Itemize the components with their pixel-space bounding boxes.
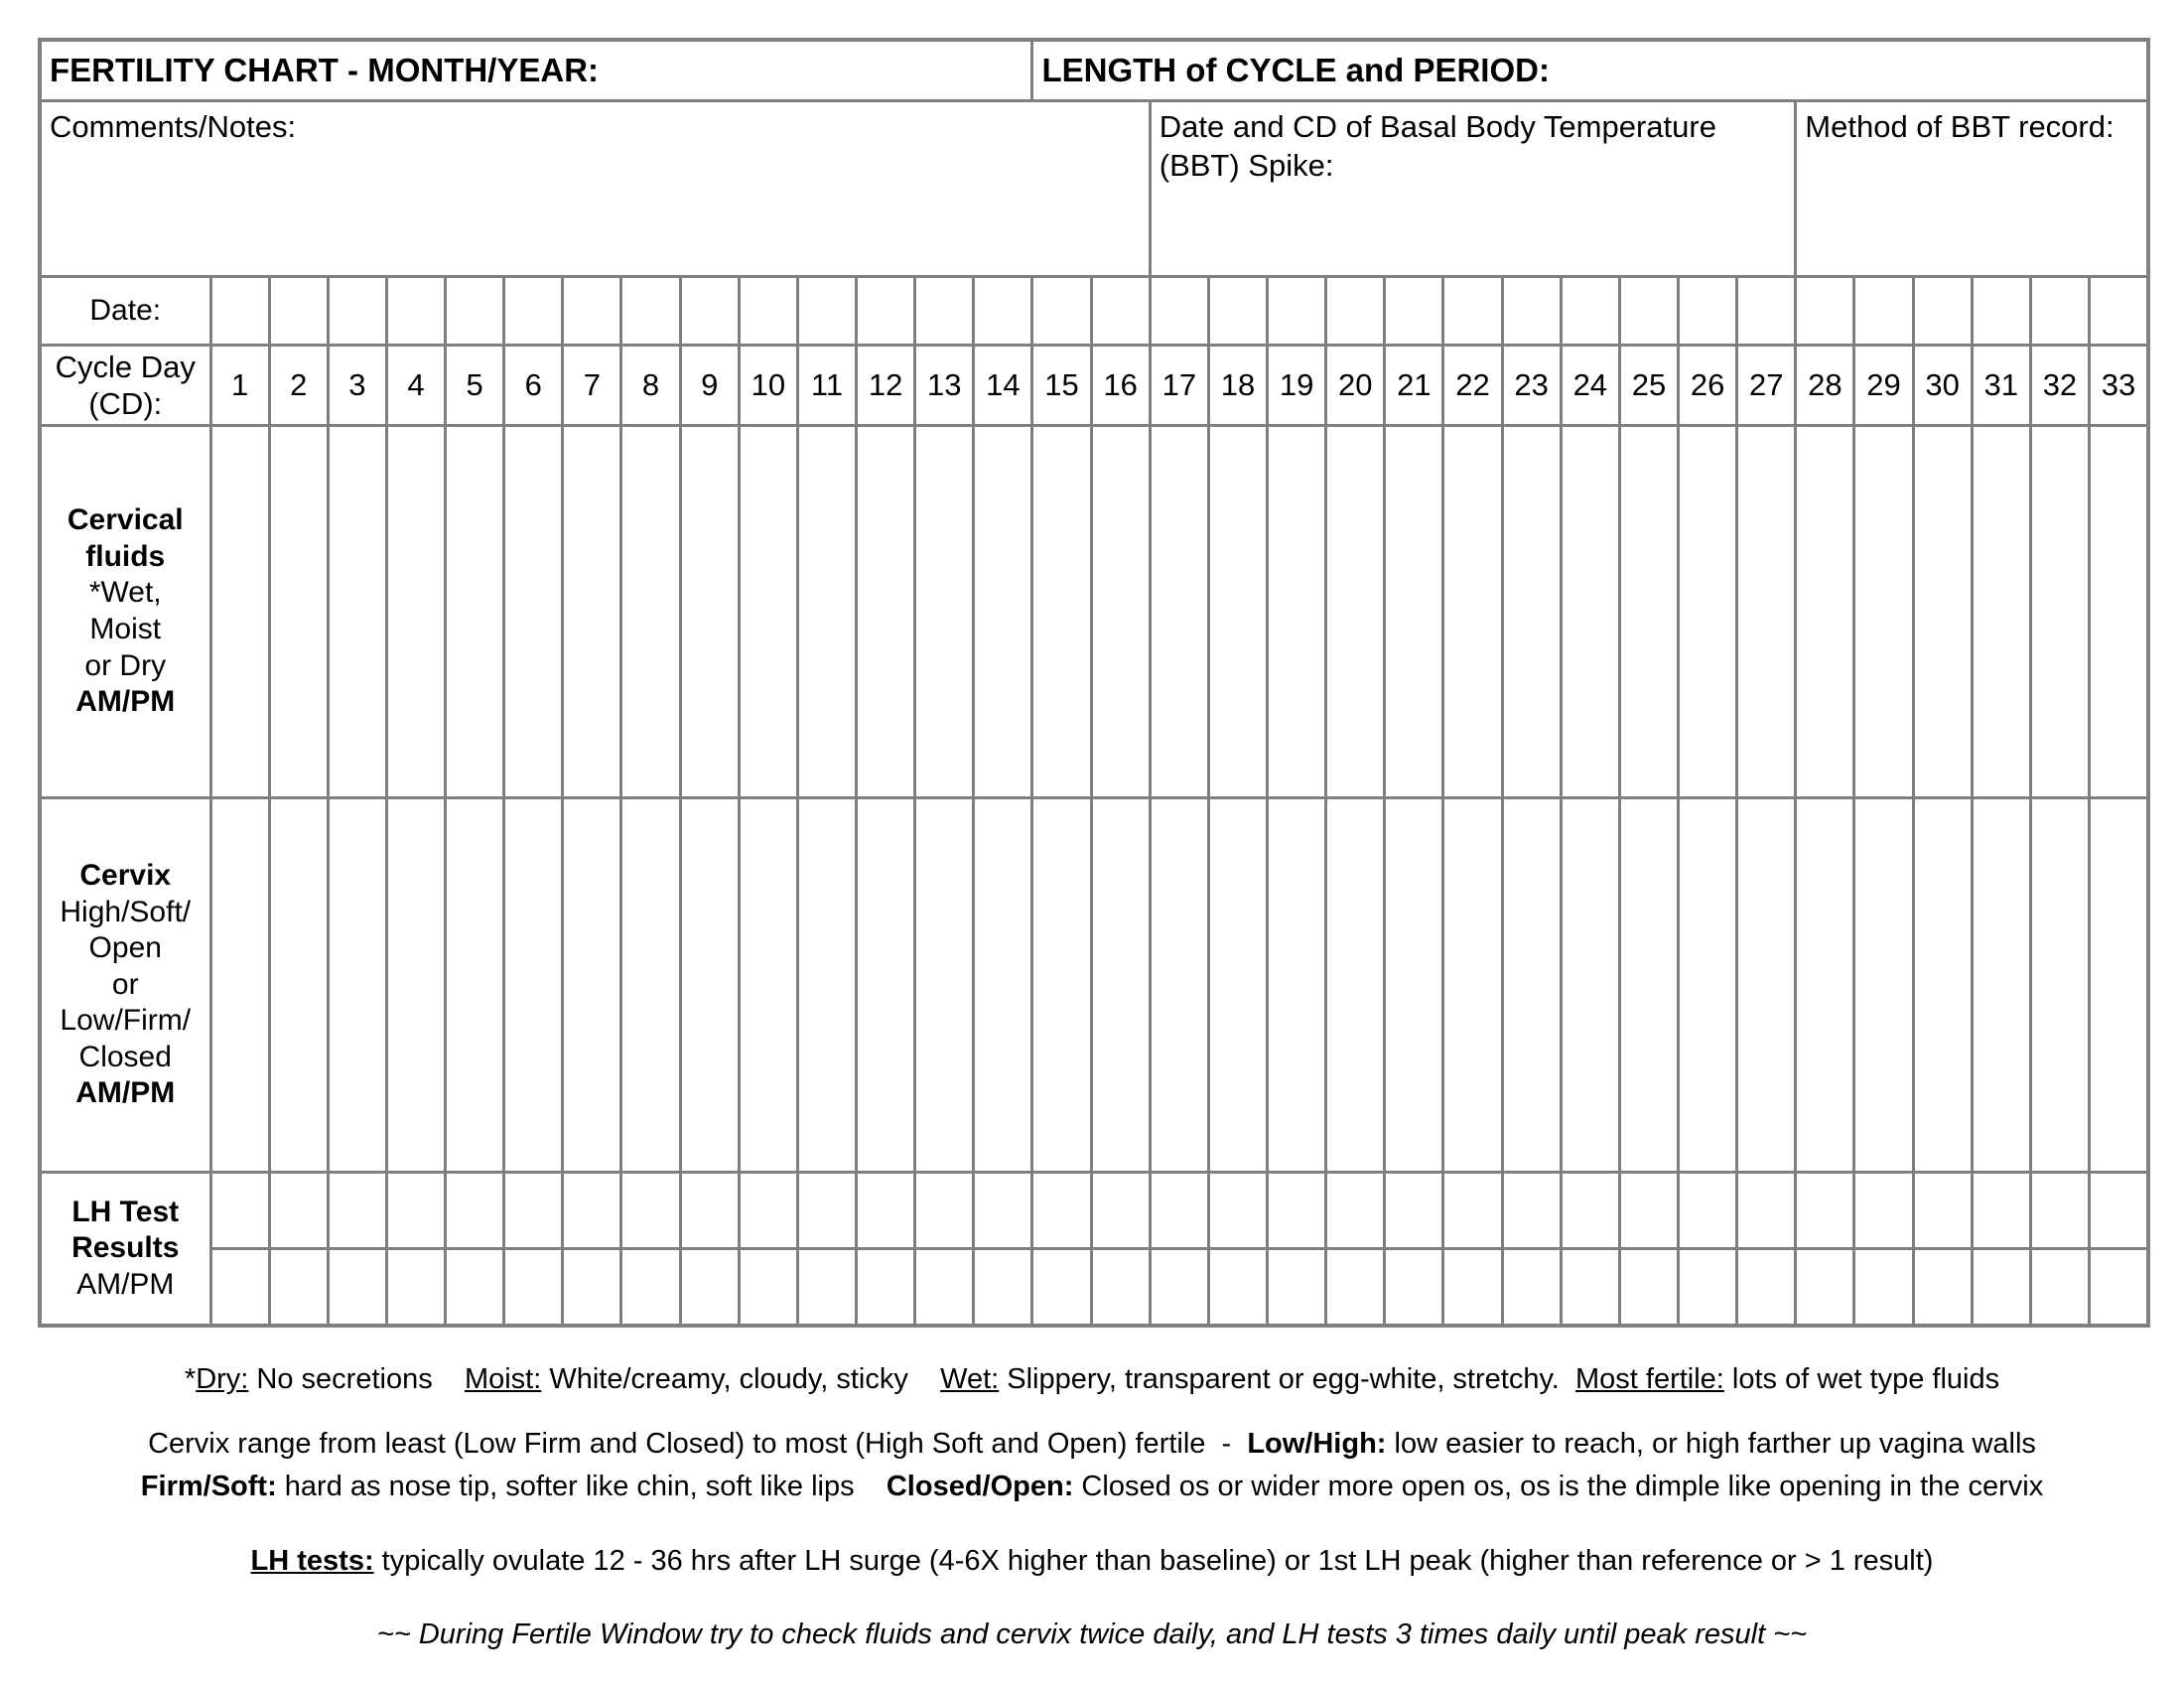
cervical-fluid-cell xyxy=(1208,426,1267,798)
cervix-cell xyxy=(1326,798,1385,1173)
cervical-fluid-cell xyxy=(621,426,680,798)
date-cell xyxy=(680,277,739,346)
lh-pm-cell xyxy=(504,1249,563,1327)
date-cell xyxy=(269,277,328,346)
cervical-fluid-cell xyxy=(1032,426,1091,798)
cervical-fluid-cell xyxy=(1443,426,1502,798)
legend-notes xyxy=(0,1335,2184,1654)
lh-pm-cell xyxy=(1443,1249,1502,1327)
date-cell xyxy=(621,277,680,346)
lh-pm-cell xyxy=(797,1249,856,1327)
cycle-day-number: 21 xyxy=(1385,346,1443,426)
lh-pm-cell xyxy=(1854,1249,1913,1327)
cycle-day-number: 29 xyxy=(1854,346,1913,426)
note-text: low easier to reach, or high farther up vagina walls xyxy=(1386,1428,2036,1461)
lh-am-cell xyxy=(1208,1173,1267,1249)
cervix-cell xyxy=(2090,798,2149,1173)
lh-am-cell xyxy=(1913,1173,1972,1249)
cervical-fluid-cell xyxy=(1502,426,1561,798)
cervix-cell xyxy=(1208,798,1267,1173)
label-line: Cervical xyxy=(67,503,184,537)
legend-term: Moist: xyxy=(464,1363,542,1395)
lh-pm-cell xyxy=(1208,1249,1267,1327)
cervical-fluid-cell xyxy=(1385,426,1443,798)
lh-am-cell xyxy=(386,1173,445,1249)
label-line: or Dry xyxy=(84,648,167,682)
lh-pm-cell xyxy=(974,1249,1032,1327)
lh-am-cell xyxy=(1737,1173,1796,1249)
lh-am-cell xyxy=(1032,1173,1091,1249)
cervical-fluid-cell xyxy=(797,426,856,798)
cervical-fluid-cell xyxy=(1854,426,1913,798)
lh-pm-cell xyxy=(1091,1249,1150,1327)
cervix-cell xyxy=(1913,798,1972,1173)
date-cell xyxy=(1854,277,1913,346)
cervical-fluid-cell xyxy=(2090,426,2149,798)
lh-am-cell xyxy=(1796,1173,1854,1249)
lh-am-cell xyxy=(504,1173,563,1249)
lh-am-cell xyxy=(680,1173,739,1249)
cervical-fluid-cell xyxy=(1619,426,1678,798)
legend-text: lots of wet type fluids xyxy=(1723,1363,2000,1395)
cervical-fluid-cell xyxy=(446,426,504,798)
label-line: fluids xyxy=(85,539,166,573)
cervix-cell xyxy=(504,798,563,1173)
cervical-fluid-cell xyxy=(915,426,974,798)
cervical-fluids-row-label xyxy=(40,426,210,798)
legend-text: * xyxy=(184,1363,197,1395)
lh-test-am-row xyxy=(40,1173,2148,1249)
date-cell xyxy=(1032,277,1091,346)
date-cell xyxy=(1619,277,1678,346)
cycle-day-number: 28 xyxy=(1796,346,1854,426)
lh-am-cell xyxy=(1679,1173,1737,1249)
label-line: Moist xyxy=(89,613,162,645)
cervical-fluid-cell xyxy=(504,426,563,798)
date-cell xyxy=(1502,277,1561,346)
cycle-day-number: 33 xyxy=(2090,346,2149,426)
cycle-day-number: 18 xyxy=(1208,346,1267,426)
cervical-fluid-cell xyxy=(1737,426,1796,798)
date-cell xyxy=(1208,277,1267,346)
info-row xyxy=(40,101,2148,277)
cervix-cell xyxy=(915,798,974,1173)
cycle-day-number: 9 xyxy=(680,346,739,426)
cycle-day-number: 19 xyxy=(1268,346,1326,426)
date-cell xyxy=(563,277,621,346)
cervix-cell xyxy=(1385,798,1443,1173)
date-cell xyxy=(797,277,856,346)
note-text: Closed os or wider more open os, os is the dimple like opening in the cervix xyxy=(1073,1471,2044,1503)
lh-am-cell xyxy=(1619,1173,1678,1249)
cervix-cell xyxy=(1737,798,1796,1173)
fertility-chart-table xyxy=(38,38,2150,1328)
cycle-day-number: 13 xyxy=(915,346,974,426)
cycle-day-number: 17 xyxy=(1150,346,1208,426)
cervical-fluids-row xyxy=(40,426,2148,798)
bbt-spike-field xyxy=(1150,101,1796,277)
cervix-cell xyxy=(1561,798,1619,1173)
cervix-cell xyxy=(680,798,739,1173)
cervical-fluid-cell xyxy=(1268,426,1326,798)
date-cell xyxy=(1385,277,1443,346)
cycle-day-number: 12 xyxy=(857,346,915,426)
lh-pm-cell xyxy=(915,1249,974,1327)
cycle-day-number: 2 xyxy=(269,346,328,426)
legend-term: Wet: xyxy=(940,1363,1000,1395)
cervix-cell xyxy=(1268,798,1326,1173)
cycle-day-number: 24 xyxy=(1561,346,1619,426)
cervix-cell xyxy=(621,798,680,1173)
legend-term: Most fertile: xyxy=(1574,1363,1724,1395)
lh-pm-cell xyxy=(1913,1249,1972,1327)
cervical-fluid-cell xyxy=(563,426,621,798)
date-cell xyxy=(1737,277,1796,346)
cervix-row xyxy=(40,798,2148,1173)
cycle-day-number: 4 xyxy=(386,346,445,426)
date-cell xyxy=(1796,277,1854,346)
cervix-row-label xyxy=(40,798,210,1173)
lh-am-cell xyxy=(1385,1173,1443,1249)
label-line: AM/PM xyxy=(76,1267,175,1301)
label-line: Open xyxy=(88,931,162,965)
lh-pm-cell xyxy=(680,1249,739,1327)
lh-pm-cell xyxy=(1561,1249,1619,1327)
cycle-day-number: 15 xyxy=(1032,346,1091,426)
cervical-fluid-cell xyxy=(739,426,797,798)
lh-am-cell xyxy=(1854,1173,1913,1249)
cervix-cell xyxy=(1796,798,1854,1173)
lh-am-cell xyxy=(563,1173,621,1249)
cycle-day-row xyxy=(40,346,2148,426)
lh-pm-cell xyxy=(1737,1249,1796,1327)
date-cell xyxy=(1972,277,2030,346)
cervix-cell xyxy=(1443,798,1502,1173)
cycle-day-number: 30 xyxy=(1913,346,1972,426)
chart-title: FERTILITY CHART - MONTH/YEAR: xyxy=(40,40,1032,101)
cycle-day-number: 8 xyxy=(621,346,680,426)
cervix-cell xyxy=(1091,798,1150,1173)
date-row-label: Date: xyxy=(40,277,210,346)
cervix-cell xyxy=(1619,798,1678,1173)
date-cell xyxy=(1443,277,1502,346)
fluids-legend-line xyxy=(0,1360,2184,1399)
label-line: Low/Firm/ xyxy=(60,1004,192,1038)
legend-term: Dry: xyxy=(196,1363,249,1395)
cervical-fluid-cell xyxy=(1796,426,1854,798)
lh-am-cell xyxy=(1268,1173,1326,1249)
label-line: or xyxy=(111,967,139,1001)
note-text: typically ovulate 12 - 36 hrs after LH surge (4-6X higher than baseline) or 1st LH peak (higher than reference or > 1 result) xyxy=(373,1545,1934,1578)
lh-pm-cell xyxy=(1796,1249,1854,1327)
lh-am-cell xyxy=(1091,1173,1150,1249)
date-row xyxy=(40,277,2148,346)
lh-pm-cell xyxy=(446,1249,504,1327)
cervix-cell xyxy=(1854,798,1913,1173)
comments-notes-field xyxy=(40,101,1150,277)
cycle-day-number: 6 xyxy=(504,346,563,426)
label-line: AM/PM xyxy=(75,685,176,719)
date-cell xyxy=(1326,277,1385,346)
lh-pm-cell xyxy=(210,1249,269,1327)
date-cell xyxy=(1150,277,1208,346)
label-line: AM/PM xyxy=(75,1076,176,1110)
cervix-cell xyxy=(328,798,386,1173)
label-line: *Wet, xyxy=(88,576,162,610)
cervical-fluid-cell xyxy=(386,426,445,798)
cervix-cell xyxy=(857,798,915,1173)
lh-test-row-label xyxy=(40,1173,210,1327)
cervix-cell xyxy=(1502,798,1561,1173)
legend-text: White/creamy, cloudy, sticky xyxy=(541,1363,941,1395)
date-cell xyxy=(2090,277,2149,346)
date-cell xyxy=(504,277,563,346)
lh-am-cell xyxy=(1972,1173,2030,1249)
lh-am-cell xyxy=(1150,1173,1208,1249)
note-term: Low/High: xyxy=(1247,1428,1387,1461)
lh-pm-cell xyxy=(1268,1249,1326,1327)
note-term: Firm/Soft: xyxy=(140,1471,277,1503)
cervical-fluid-cell xyxy=(328,426,386,798)
lh-am-cell xyxy=(974,1173,1032,1249)
cycle-length-label: LENGTH of CYCLE and PERIOD: xyxy=(1032,40,2148,101)
cycle-day-number: 1 xyxy=(210,346,269,426)
lh-pm-cell xyxy=(1326,1249,1385,1327)
cervix-note-line1 xyxy=(0,1425,2184,1464)
cycle-day-number: 31 xyxy=(1972,346,2030,426)
date-cell xyxy=(328,277,386,346)
date-cell xyxy=(857,277,915,346)
cervical-fluid-cell xyxy=(1561,426,1619,798)
date-cell xyxy=(1679,277,1737,346)
lh-am-cell xyxy=(857,1173,915,1249)
cervical-fluid-cell xyxy=(2030,426,2089,798)
lh-am-cell xyxy=(210,1173,269,1249)
cervix-cell xyxy=(1032,798,1091,1173)
cervix-cell xyxy=(210,798,269,1173)
lh-pm-cell xyxy=(1385,1249,1443,1327)
date-cell xyxy=(974,277,1032,346)
legend-text: Slippery, transparent or egg-white, stretchy. xyxy=(999,1363,1575,1395)
date-cell xyxy=(210,277,269,346)
cycle-day-number: 26 xyxy=(1679,346,1737,426)
lh-pm-cell xyxy=(563,1249,621,1327)
cervix-cell xyxy=(1150,798,1208,1173)
date-cell xyxy=(739,277,797,346)
lh-pm-cell xyxy=(386,1249,445,1327)
lh-am-cell xyxy=(1502,1173,1561,1249)
cervix-cell xyxy=(1972,798,2030,1173)
label-line: Closed xyxy=(78,1040,172,1073)
cervical-fluid-cell xyxy=(1326,426,1385,798)
lh-pm-cell xyxy=(1502,1249,1561,1327)
fertile-window-note: ~~ During Fertile Window try to check fluids and cervix twice daily, and LH tests 3 times daily until peak result ~~ xyxy=(376,1618,1808,1650)
date-cell xyxy=(386,277,445,346)
lh-pm-cell xyxy=(857,1249,915,1327)
label-line: Cervix xyxy=(79,858,172,892)
label-line: Cycle Day xyxy=(55,349,196,384)
lh-pm-cell xyxy=(1032,1249,1091,1327)
cervical-fluid-cell xyxy=(1972,426,2030,798)
cervix-cell xyxy=(446,798,504,1173)
comments-notes-label: Comments/Notes: xyxy=(50,109,297,144)
lh-am-cell xyxy=(1326,1173,1385,1249)
lh-am-cell xyxy=(2090,1173,2149,1249)
cervical-fluid-cell xyxy=(1091,426,1150,798)
label-line: Results xyxy=(71,1231,180,1265)
cervix-note-line2 xyxy=(0,1468,2184,1506)
lh-pm-cell xyxy=(328,1249,386,1327)
lh-pm-cell xyxy=(739,1249,797,1327)
date-cell xyxy=(2030,277,2089,346)
lh-pm-cell xyxy=(1150,1249,1208,1327)
cycle-day-number: 16 xyxy=(1091,346,1150,426)
date-cell xyxy=(1091,277,1150,346)
date-cell xyxy=(1268,277,1326,346)
cycle-day-number: 27 xyxy=(1737,346,1796,426)
lh-pm-cell xyxy=(621,1249,680,1327)
cervical-fluid-cell xyxy=(857,426,915,798)
lh-am-cell xyxy=(1561,1173,1619,1249)
lh-am-cell xyxy=(2030,1173,2089,1249)
cycle-day-number: 22 xyxy=(1443,346,1502,426)
note-term: LH tests: xyxy=(250,1545,374,1578)
cervix-cell xyxy=(2030,798,2089,1173)
cycle-day-number: 14 xyxy=(974,346,1032,426)
cervix-cell xyxy=(974,798,1032,1173)
legend-text: No secretions xyxy=(248,1363,465,1395)
cycle-day-number: 25 xyxy=(1619,346,1678,426)
date-cell xyxy=(1561,277,1619,346)
lh-pm-cell xyxy=(269,1249,328,1327)
bbt-method-field xyxy=(1796,101,2148,277)
lh-am-cell xyxy=(621,1173,680,1249)
cervical-fluid-cell xyxy=(1679,426,1737,798)
lh-pm-cell xyxy=(1619,1249,1678,1327)
cervix-cell xyxy=(739,798,797,1173)
note-text: hard as nose tip, softer like chin, soft like lips xyxy=(276,1471,887,1503)
lh-am-cell xyxy=(797,1173,856,1249)
lh-test-pm-row xyxy=(40,1249,2148,1327)
cervix-cell xyxy=(1679,798,1737,1173)
cervical-fluid-cell xyxy=(680,426,739,798)
cycle-day-number: 10 xyxy=(739,346,797,426)
cervix-cell xyxy=(269,798,328,1173)
cycle-day-number: 20 xyxy=(1326,346,1385,426)
lh-am-cell xyxy=(269,1173,328,1249)
lh-pm-cell xyxy=(2090,1249,2149,1327)
bbt-spike-label: Date and CD of Basal Body Temperature (BBT) Spike: xyxy=(1159,109,1716,183)
lh-am-cell xyxy=(328,1173,386,1249)
date-cell xyxy=(446,277,504,346)
label-line: High/Soft/ xyxy=(60,895,192,928)
cervical-fluid-cell xyxy=(210,426,269,798)
cycle-day-number: 11 xyxy=(797,346,856,426)
lh-am-cell xyxy=(1443,1173,1502,1249)
cervix-cell xyxy=(797,798,856,1173)
lh-am-cell xyxy=(446,1173,504,1249)
cycle-day-number: 23 xyxy=(1502,346,1561,426)
cervical-fluid-cell xyxy=(269,426,328,798)
label-line: (CD): xyxy=(88,386,163,421)
date-cell xyxy=(915,277,974,346)
cycle-day-number: 3 xyxy=(328,346,386,426)
note-text: Cervix range from least (Low Firm and Closed) to most (High Soft and Open) fertile - xyxy=(148,1428,1248,1461)
lh-am-cell xyxy=(739,1173,797,1249)
cervix-cell xyxy=(386,798,445,1173)
cycle-day-number: 32 xyxy=(2030,346,2089,426)
cervical-fluid-cell xyxy=(974,426,1032,798)
cycle-day-number: 7 xyxy=(563,346,621,426)
lh-pm-cell xyxy=(2030,1249,2089,1327)
lh-pm-cell xyxy=(1679,1249,1737,1327)
cervical-fluid-cell xyxy=(1150,426,1208,798)
note-term: Closed/Open: xyxy=(886,1471,1074,1503)
cycle-day-row-label xyxy=(40,346,210,426)
header-row xyxy=(40,40,2148,101)
lh-am-cell xyxy=(915,1173,974,1249)
label-line: LH Test xyxy=(71,1195,180,1228)
cervix-cell xyxy=(563,798,621,1173)
date-cell xyxy=(1913,277,1972,346)
lh-note-line xyxy=(0,1542,2184,1581)
cervical-fluid-cell xyxy=(1913,426,1972,798)
bbt-method-label: Method of BBT record: xyxy=(1805,109,2115,144)
cycle-day-number: 5 xyxy=(446,346,504,426)
lh-pm-cell xyxy=(1972,1249,2030,1327)
